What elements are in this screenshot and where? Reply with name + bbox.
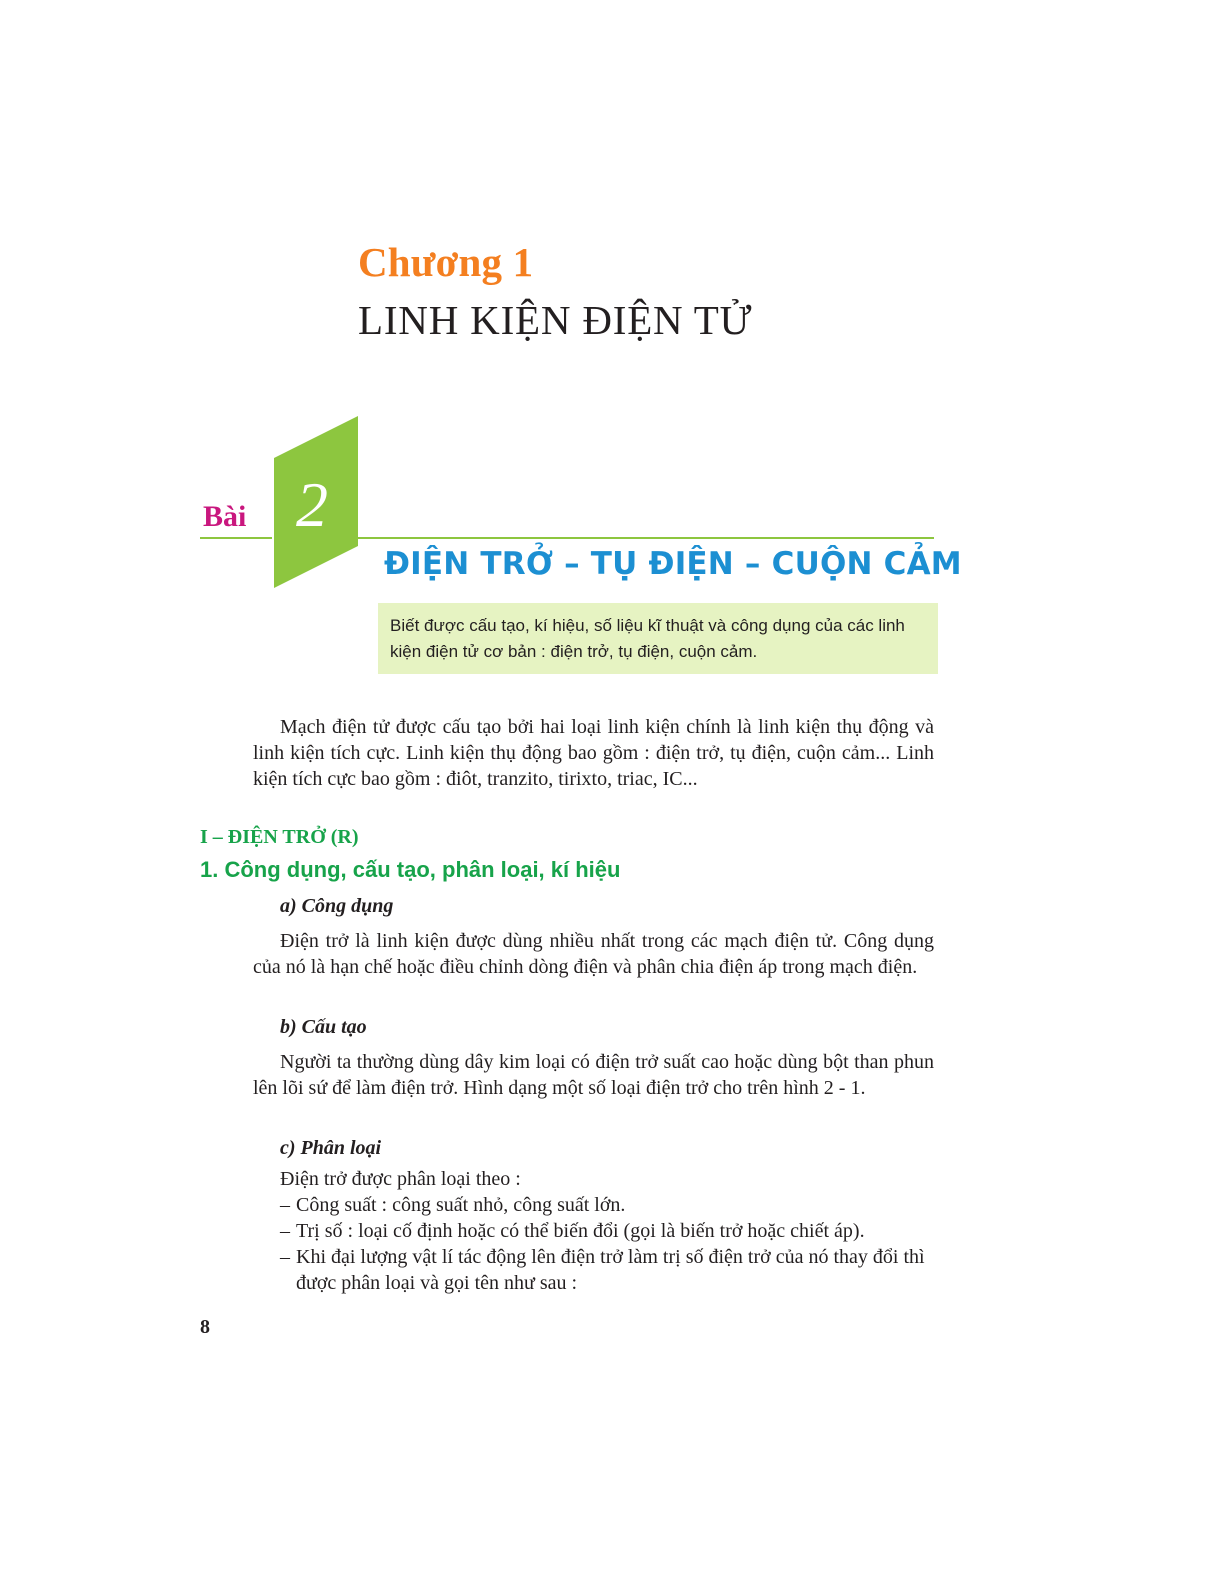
chapter-title: LINH KIỆN ĐIỆN TỬ: [358, 297, 753, 343]
lesson-rule-right: [358, 537, 934, 539]
page-number: 8: [200, 1316, 210, 1338]
list-item: [280, 1192, 936, 1218]
classification-list: [280, 1166, 936, 1296]
classification-intro: Điện trở được phân loại theo :: [280, 1168, 521, 1190]
intro-paragraph: Mạch điện tử được cấu tạo bởi hai loại linh kiện chính là linh kiện thụ động và linh kiện tích cực. Linh kiện thụ động bao gồm : điện trở, tụ điện, cuộn cảm... Linh kiện tích cực bao gồm : điôt, tranzito, tirixto, triac, IC...: [253, 716, 934, 790]
subsection-heading: 1. Công dụng, cấu tạo, phân loại, kí hiệu: [200, 857, 621, 882]
section-heading: I – ĐIỆN TRỞ (R): [200, 826, 359, 848]
lesson-word: Bài: [203, 500, 247, 533]
list-item: [280, 1244, 936, 1296]
dash-bullet: –: [280, 1194, 290, 1216]
lesson-number: 2: [296, 469, 328, 540]
lesson-title: ĐIỆN TRỞ – TỤ ĐIỆN – CUỘN CẢM: [384, 546, 962, 582]
chapter-label: Chương 1: [358, 239, 534, 285]
list-item-text: Công suất : công suất nhỏ, công suất lớn.: [296, 1194, 626, 1216]
lesson-rule-left: [200, 537, 272, 539]
list-item-text: Khi đại lượng vật lí tác động lên điện trở làm trị số điện trở của nó thay đổi thì được phân loại và gọi tên như sau :: [296, 1246, 925, 1294]
list-item-text: Trị số : loại cố định hoặc có thể biến đổi (gọi là biến trở hoặc chiết áp).: [296, 1220, 865, 1242]
dash-bullet: –: [280, 1220, 290, 1242]
objective-text: Biết được cấu tạo, kí hiệu, số liệu kĩ thuật và công dụng của các linh kiện điện tử cơ bản : điện trở, tụ điện, cuộn cảm.: [390, 616, 905, 661]
dash-bullet: –: [280, 1246, 290, 1268]
objective-box: [378, 603, 938, 674]
paragraph-cau-tao: Người ta thường dùng dây kim loại có điện trở suất cao hoặc dùng bột than phun lên lõi sứ để làm điện trở. Hình dạng một số loại điện trở cho trên hình 2 - 1.: [253, 1051, 934, 1099]
subheading-phan-loai: c) Phân loại: [280, 1137, 382, 1159]
paragraph-cong-dung: Điện trở là linh kiện được dùng nhiều nhất trong các mạch điện tử. Công dụng của nó là hạn chế hoặc điều chỉnh dòng điện và phân chia điện áp trong mạch điện.: [253, 930, 934, 978]
lesson-number-badge: [272, 414, 362, 590]
list-item: [280, 1218, 936, 1244]
subheading-cong-dung: a) Công dụng: [280, 895, 394, 917]
subheading-cau-tao: b) Cấu tạo: [280, 1016, 367, 1038]
